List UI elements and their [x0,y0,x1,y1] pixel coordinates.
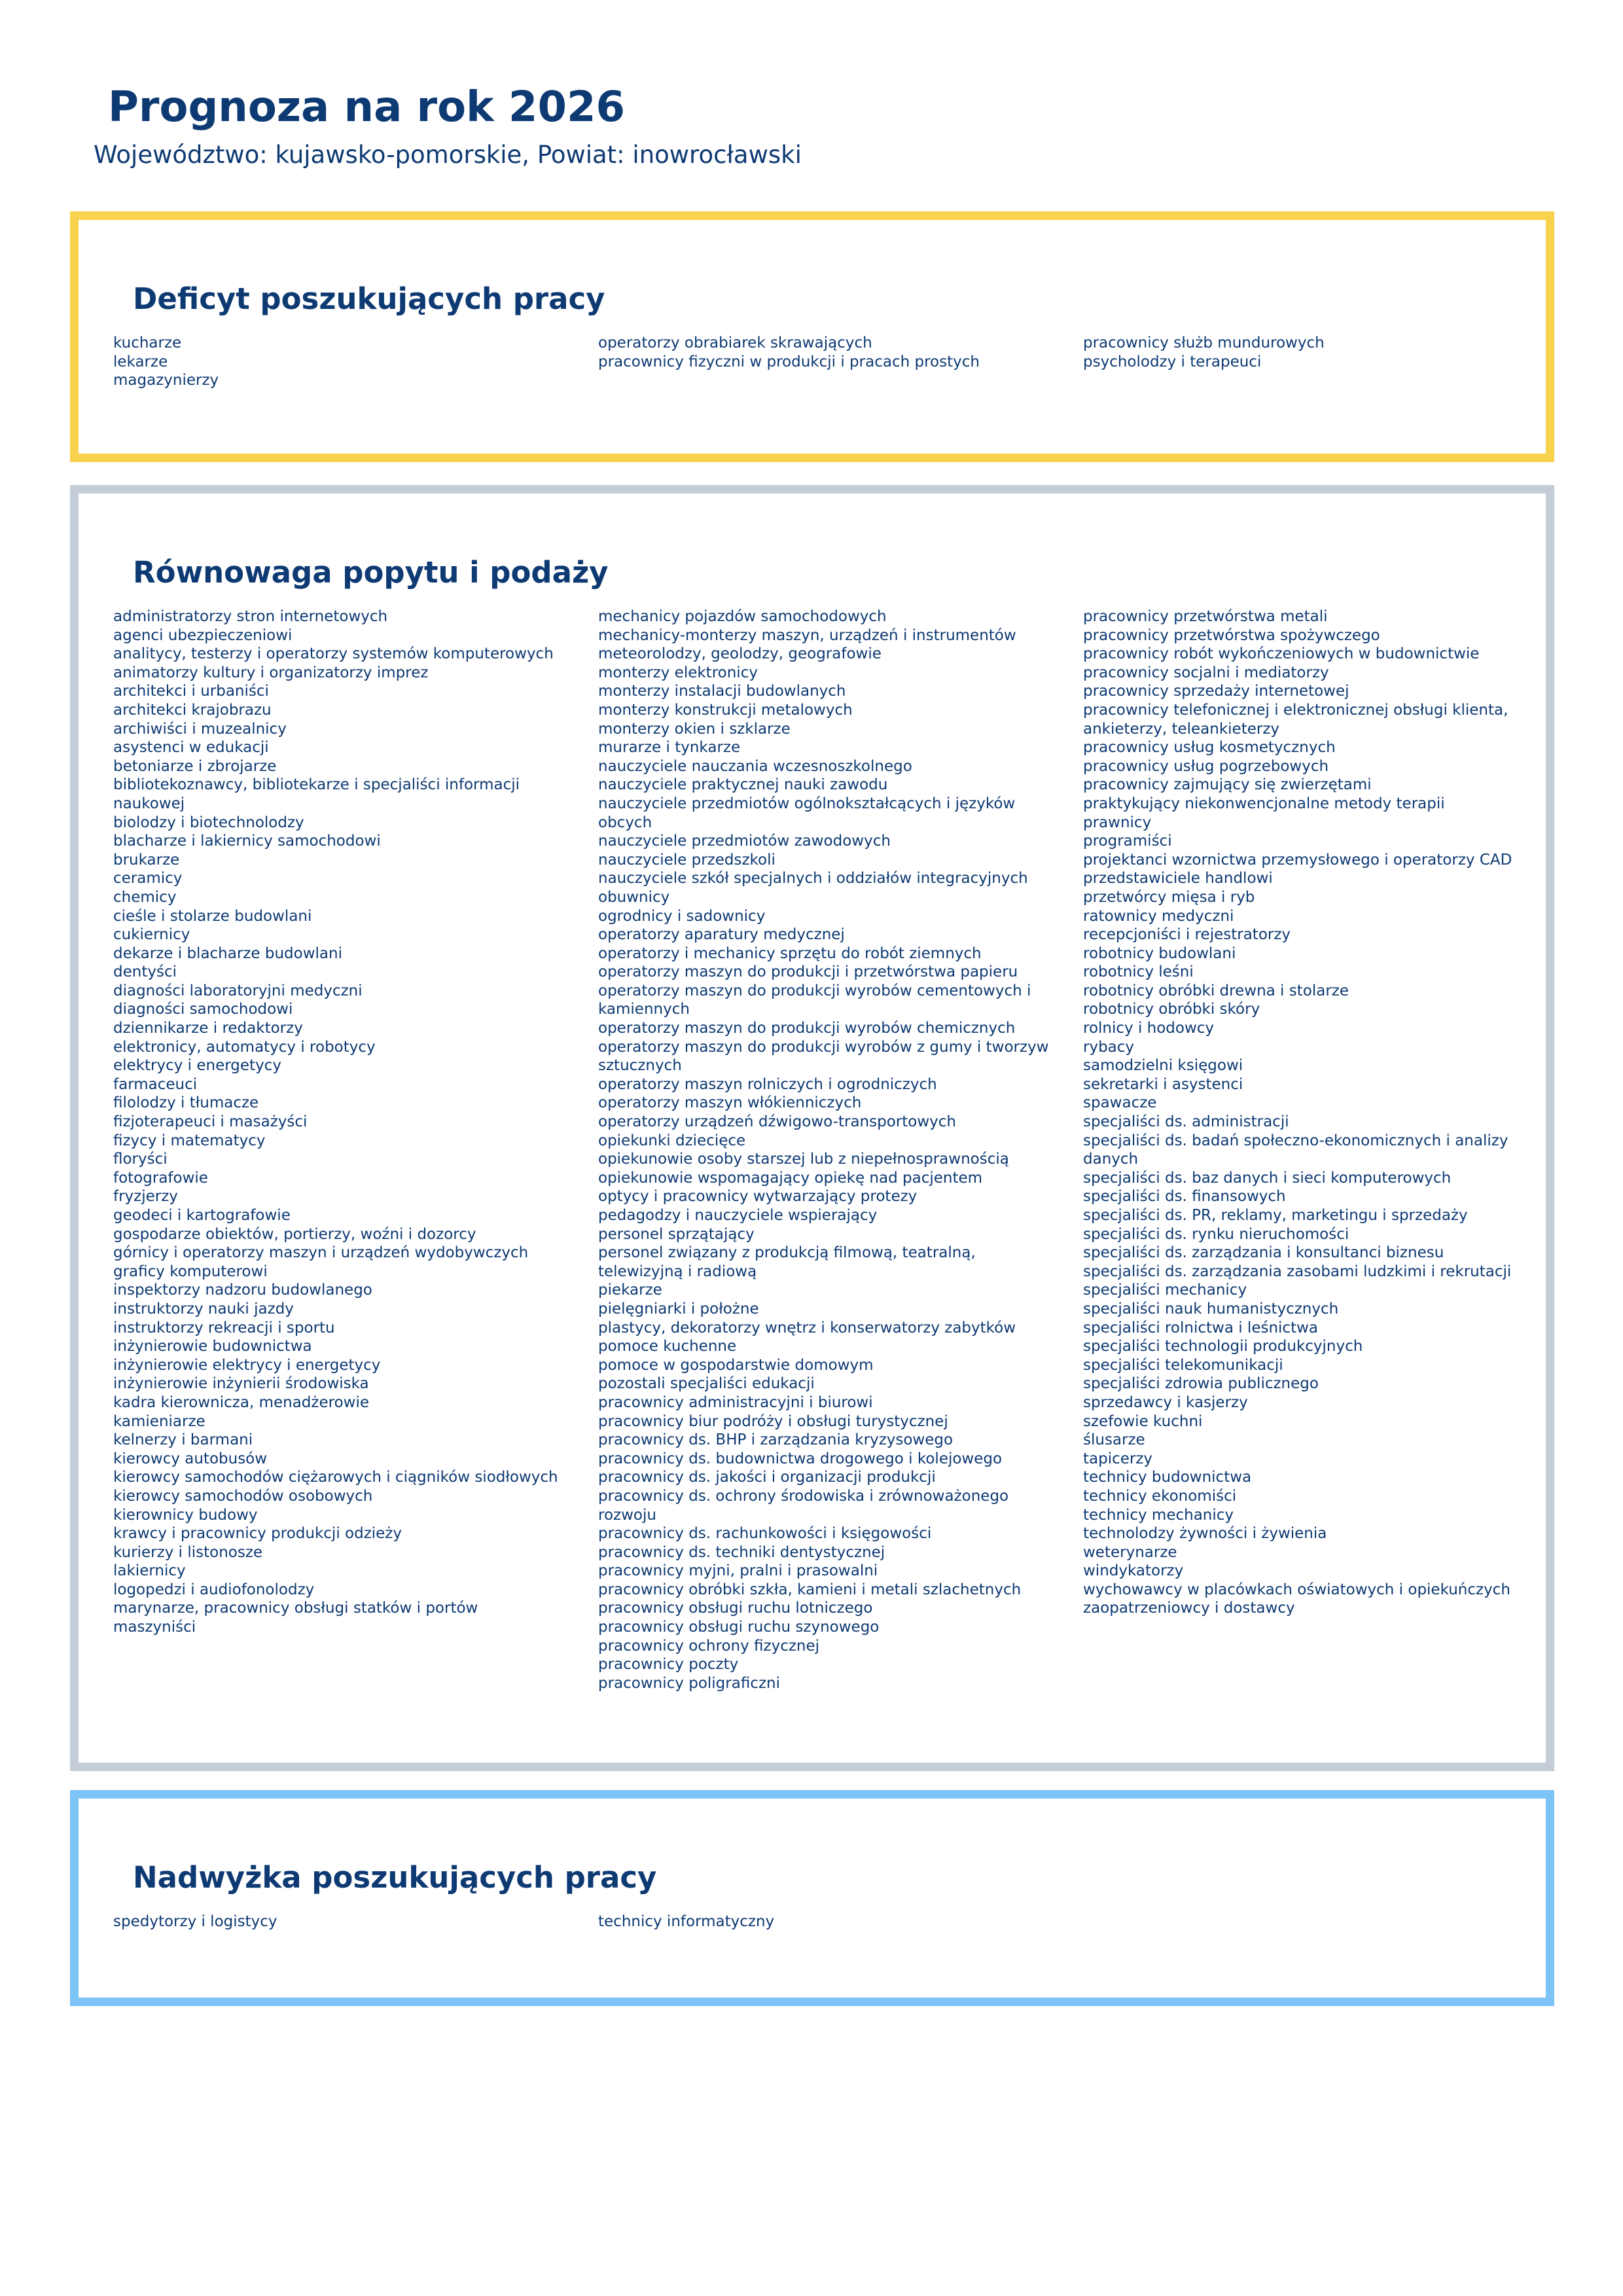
occupation-item: fotografowie [113,1169,208,1187]
occupation-item: operatorzy obrabiarek skrawających [598,334,872,351]
occupation-item: rolnicy i hodowcy [1083,1020,1215,1037]
occupation-item: ceramicy [113,870,183,888]
occupation-item: kelnerzy i barmani [113,1431,253,1449]
occupation-item: pracownicy ds. techniki dentystycznej [598,1543,885,1561]
occupation-item: operatorzy maszyn rolniczych i ogrodniczych [598,1075,937,1093]
occupation-item: wychowawcy w placówkach oświatowych i opiekuńczych [1083,1581,1510,1598]
occupation-item: specjaliści mechanicy [1083,1282,1247,1299]
occupation-item: betoniarze i zbrojarze [113,757,277,775]
occupation-item: fizycy i matematycy [113,1132,266,1149]
occupation-item: kucharze [113,334,182,351]
occupation-item: szefowie kuchni [1083,1412,1203,1430]
occupation-item: blacharze i lakiernicy samochodowi [113,833,381,850]
occupation-item: pracownicy telefonicznej i elektronicznej obsługi klienta, ankieterzy, teleankieterzy [1083,701,1508,738]
occupation-item: monterzy elektronicy [598,664,758,681]
occupation-item: operatorzy maszyn do produkcji wyrobów chemicznych [598,1020,1016,1037]
occupation-item: pracownicy poczty [598,1656,739,1674]
occupation-item: tapicerzy [1083,1450,1153,1467]
occupation-item: technicy ekonomiści [1083,1487,1237,1505]
surplus-heading: Nadwyżka poszukujących pracy [133,1860,657,1895]
occupation-item: dekarze i blacharze budowlani [113,944,342,962]
occupation-item: brukarze [113,851,180,869]
occupation-item: monterzy okien i szklarze [598,720,791,738]
occupation-item: pracownicy ds. ochrony środowiska i zrównoważonego rozwoju [598,1487,1009,1524]
occupation-item: pomoce w gospodarstwie domowym [598,1356,874,1374]
occupation-item: psycholodzy i terapeuci [1083,353,1262,370]
balance-column-3 [1083,607,1551,1618]
occupation-item: spedytorzy i logistycy [113,1913,277,1930]
occupation-item: specjaliści ds. rynku nieruchomości [1083,1225,1349,1243]
occupation-item: monterzy konstrukcji metalowych [598,701,853,719]
occupation-item: personel związany z produkcją filmową, teatralną, telewizyjną i radiową [598,1244,976,1280]
occupation-item: pracownicy usług kosmetycznych [1083,739,1336,757]
occupation-item: spawacze [1083,1094,1157,1112]
occupation-item: specjaliści ds. baz danych i sieci komputerowych [1083,1169,1452,1187]
occupation-item: robotnicy leśni [1083,963,1194,981]
occupation-item: kierowcy autobusów [113,1450,268,1467]
occupation-item: górnicy i operatorzy maszyn i urządzeń wydobywczych [113,1244,529,1262]
occupation-item: sprzedawcy i kasjerzy [1083,1393,1248,1411]
deficit-heading: Deficyt poszukujących pracy [133,281,605,316]
occupation-item: pracownicy obsługi ruchu lotniczego [598,1600,873,1617]
occupation-item: programiści [1083,833,1172,850]
occupation-item: opiekunowie osoby starszej lub z niepełnosprawnością [598,1151,1009,1168]
occupation-item: ogrodnicy i sadownicy [598,907,766,925]
occupation-item: lakiernicy [113,1562,186,1580]
page-title: Prognoza na rok 2026 [108,83,626,132]
occupation-item: specjaliści rolnictwa i leśnictwa [1083,1319,1318,1336]
occupation-item: kierowcy samochodów osobowych [113,1487,373,1505]
occupation-item: specjaliści technologii produkcyjnych [1083,1338,1363,1355]
balance-column-2 [598,607,1066,1693]
occupation-item: cieśle i stolarze budowlani [113,907,312,925]
occupation-item: specjaliści ds. badań społeczno-ekonomicznych i analizy danych [1083,1132,1508,1168]
occupation-item: specjaliści ds. finansowych [1083,1188,1286,1206]
occupation-item: opiekunowie wspomagający opiekę nad pacjentem [598,1169,983,1187]
surplus-column-2 [598,1912,1066,1931]
occupation-item: obuwnicy [598,888,670,906]
occupation-item: animatorzy kultury i organizatorzy imprez [113,664,429,681]
occupation-item: pracownicy socjalni i mediatorzy [1083,664,1329,681]
occupation-item: nauczyciele nauczania wczesnoszkolnego [598,757,912,775]
occupation-item: pracownicy sprzedaży internetowej [1083,683,1349,700]
occupation-item: elektrycy i energetycy [113,1057,281,1075]
occupation-item: specjaliści ds. zarządzania i konsultanci biznesu [1083,1244,1444,1262]
occupation-item: przetwórcy mięsa i ryb [1083,888,1255,906]
occupation-item: pracownicy przetwórstwa spożywczego [1083,626,1380,644]
occupation-item: recepcjoniści i rejestratorzy [1083,926,1291,944]
occupation-item: filolodzy i tłumacze [113,1094,259,1112]
occupation-item: archiwiści i muzealnicy [113,720,287,738]
occupation-item: specjaliści ds. administracji [1083,1113,1289,1131]
occupation-item: robotnicy obróbki skóry [1083,1001,1260,1018]
occupation-item: nauczyciele przedmiotów ogólnokształcących i języków obcych [598,795,1016,831]
occupation-item: operatorzy maszyn do produkcji i przetwórstwa papieru [598,963,1018,981]
occupation-item: pracownicy myjni, pralni i prasowalni [598,1562,878,1580]
occupation-item: pracownicy usług pogrzebowych [1083,757,1329,775]
occupation-item: biolodzy i biotechnolodzy [113,814,304,831]
occupation-item: specjaliści telekomunikacji [1083,1356,1283,1374]
occupation-item: asystenci w edukacji [113,739,269,757]
occupation-item: nauczyciele przedmiotów zawodowych [598,833,891,850]
occupation-item: elektronicy, automatycy i robotycy [113,1038,376,1056]
deficit-column-2 [598,334,1066,371]
occupation-item: zaopatrzeniowcy i dostawcy [1083,1600,1295,1617]
occupation-item: monterzy instalacji budowlanych [598,683,846,700]
occupation-item: kamieniarze [113,1412,205,1430]
occupation-item: kierowcy samochodów ciężarowych i ciągników siodłowych [113,1469,558,1486]
occupation-item: pozostali specjaliści edukacji [598,1375,815,1393]
occupation-item: pracownicy zajmujący się zwierzętami [1083,776,1372,794]
occupation-item: pracownicy biur podróży i obsługi turystycznej [598,1412,948,1430]
occupation-item: magazynierzy [113,372,219,389]
occupation-item: operatorzy maszyn do produkcji wyrobów z gumy i tworzyw sztucznych [598,1038,1049,1075]
occupation-item: robotnicy obróbki drewna i stolarze [1083,982,1349,999]
occupation-item: prawnicy [1083,814,1152,831]
occupation-item: mechanicy-monterzy maszyn, urządzeń i instrumentów [598,626,1016,644]
occupation-item: nauczyciele przedszkoli [598,851,776,869]
occupation-item: inżynierowie elektrycy i energetycy [113,1356,381,1374]
occupation-item: plastycy, dekoratorzy wnętrz i konserwatorzy zabytków [598,1319,1016,1336]
deficit-column-3 [1083,334,1551,371]
occupation-item: pracownicy ds. BHP i zarządzania kryzysowego [598,1431,954,1449]
occupation-item: operatorzy aparatury medycznej [598,926,845,944]
occupation-item: dentyści [113,963,177,981]
occupation-item: architekci i urbaniści [113,683,269,700]
balance-heading: Równowaga popytu i podaży [133,555,609,590]
occupation-item: inżynierowie budownictwa [113,1338,312,1355]
occupation-item: sekretarki i asystenci [1083,1075,1243,1093]
occupation-item: technicy budownictwa [1083,1469,1252,1486]
occupation-item: diagności samochodowi [113,1001,293,1018]
occupation-item: krawcy i pracownicy produkcji odzieży [113,1525,402,1543]
occupation-item: pracownicy obróbki szkła, kamieni i metali szlachetnych [598,1581,1022,1598]
occupation-item: optycy i pracownicy wytwarzający protezy [598,1188,918,1206]
occupation-item: specjaliści ds. zarządzania zasobami ludzkimi i rekrutacji [1083,1263,1512,1280]
occupation-item: pracownicy służb mundurowych [1083,334,1325,351]
occupation-item: specjaliści zdrowia publicznego [1083,1375,1319,1393]
occupation-item: chemicy [113,888,177,906]
deficit-section [70,211,1554,462]
occupation-item: praktykujący niekonwencjonalne metody terapii [1083,795,1445,812]
occupation-item: kierownicy budowy [113,1506,258,1524]
occupation-item: gospodarze obiektów, portierzy, woźni i dozorcy [113,1225,476,1243]
occupation-item: geodeci i kartografowie [113,1207,291,1224]
surplus-column-1 [113,1912,581,1931]
occupation-item: ratownicy medyczni [1083,907,1234,925]
occupation-item: operatorzy maszyn do produkcji wyrobów cementowych i kamiennych [598,982,1031,1018]
occupation-item: specjaliści nauk humanistycznych [1083,1300,1339,1318]
occupation-item: logopedzi i audiofonolodzy [113,1581,315,1598]
occupation-item: pielęgniarki i położne [598,1300,759,1318]
occupation-item: administratorzy stron internetowych [113,608,388,625]
occupation-item: opiekunki dziecięce [598,1132,746,1149]
balance-section [70,485,1554,1771]
occupation-item: pracownicy administracyjni i biurowi [598,1393,873,1411]
page-subtitle: Województwo: kujawsko-pomorskie, Powiat: inowrocławski [94,141,802,169]
occupation-item: architekci krajobrazu [113,701,272,719]
occupation-item: piekarze [598,1282,662,1299]
occupation-item: fizjoterapeuci i masażyści [113,1113,308,1131]
occupation-item: operatorzy i mechanicy sprzętu do robót ziemnych [598,944,982,962]
occupation-item: inżynierowie inżynierii środowiska [113,1375,369,1393]
occupation-item: pracownicy ochrony fizycznej [598,1637,820,1655]
occupation-item: agenci ubezpieczeniowi [113,626,293,644]
occupation-item: mechanicy pojazdów samochodowych [598,608,887,625]
balance-column-1 [113,607,581,1637]
occupation-item: bibliotekoznawcy, bibliotekarze i specjaliści informacji naukowej [113,776,520,812]
occupation-item: ślusarze [1083,1431,1145,1449]
occupation-item: pomoce kuchenne [598,1338,737,1355]
occupation-item: instruktorzy nauki jazdy [113,1300,294,1318]
occupation-item: nauczyciele szkół specjalnych i oddziałów integracyjnych [598,870,1028,888]
occupation-item: pracownicy robót wykończeniowych w budownictwie [1083,645,1480,663]
occupation-item: marynarze, pracownicy obsługi statków i portów [113,1600,478,1617]
occupation-item: murarze i tynkarze [598,739,741,757]
occupation-item: technolodzy żywności i żywienia [1083,1525,1327,1543]
occupation-item: specjaliści ds. PR, reklamy, marketingu i sprzedaży [1083,1207,1468,1224]
occupation-item: pracownicy poligraficzni [598,1674,780,1692]
occupation-item: operatorzy maszyn włókienniczych [598,1094,862,1112]
occupation-item: pracownicy ds. jakości i organizacji produkcji [598,1469,936,1486]
occupation-item: pracownicy fizyczni w produkcji i pracach prostych [598,353,980,370]
occupation-item: fryzjerzy [113,1188,178,1206]
occupation-item: kadra kierownicza, menadżerowie [113,1393,369,1411]
occupation-item: windykatorzy [1083,1562,1184,1580]
occupation-item: rybacy [1083,1038,1135,1056]
occupation-item: pracownicy ds. rachunkowości i księgowości [598,1525,932,1543]
occupation-item: instruktorzy rekreacji i sportu [113,1319,335,1336]
occupation-item: pracownicy przetwórstwa metali [1083,608,1328,625]
occupation-item: robotnicy budowlani [1083,944,1236,962]
occupation-item: analitycy, testerzy i operatorzy systemów komputerowych [113,645,554,663]
occupation-item: technicy mechanicy [1083,1506,1234,1524]
occupation-item: weterynarze [1083,1543,1177,1561]
occupation-item: pracownicy ds. budownictwa drogowego i kolejowego [598,1450,1003,1467]
occupation-item: graficy komputerowi [113,1263,268,1280]
occupation-item: meteorolodzy, geolodzy, geografowie [598,645,882,663]
occupation-item: lekarze [113,353,168,370]
occupation-item: samodzielni księgowi [1083,1057,1243,1075]
occupation-item: nauczyciele praktycznej nauki zawodu [598,776,888,794]
occupation-item: floryści [113,1151,168,1168]
occupation-item: projektanci wzornictwa przemysłowego i operatorzy CAD [1083,851,1512,869]
occupation-item: pracownicy obsługi ruchu szynowego [598,1619,880,1636]
deficit-column-1 [113,334,581,390]
occupation-item: operatorzy urządzeń dźwigowo-transportowych [598,1113,956,1131]
occupation-item: technicy informatyczny [598,1913,775,1930]
occupation-item: dziennikarze i redaktorzy [113,1020,303,1037]
occupation-item: pedagodzy i nauczyciele wspierający [598,1207,878,1224]
occupation-item: farmaceuci [113,1075,198,1093]
occupation-item: inspektorzy nadzoru budowlanego [113,1282,372,1299]
occupation-item: diagności laboratoryjni medyczni [113,982,363,999]
occupation-item: kurierzy i listonosze [113,1543,263,1561]
surplus-section [70,1790,1554,2006]
occupation-item: maszyniści [113,1619,196,1636]
occupation-item: cukiernicy [113,926,190,944]
occupation-item: przedstawiciele handlowi [1083,870,1273,888]
occupation-item: personel sprzątający [598,1225,755,1243]
